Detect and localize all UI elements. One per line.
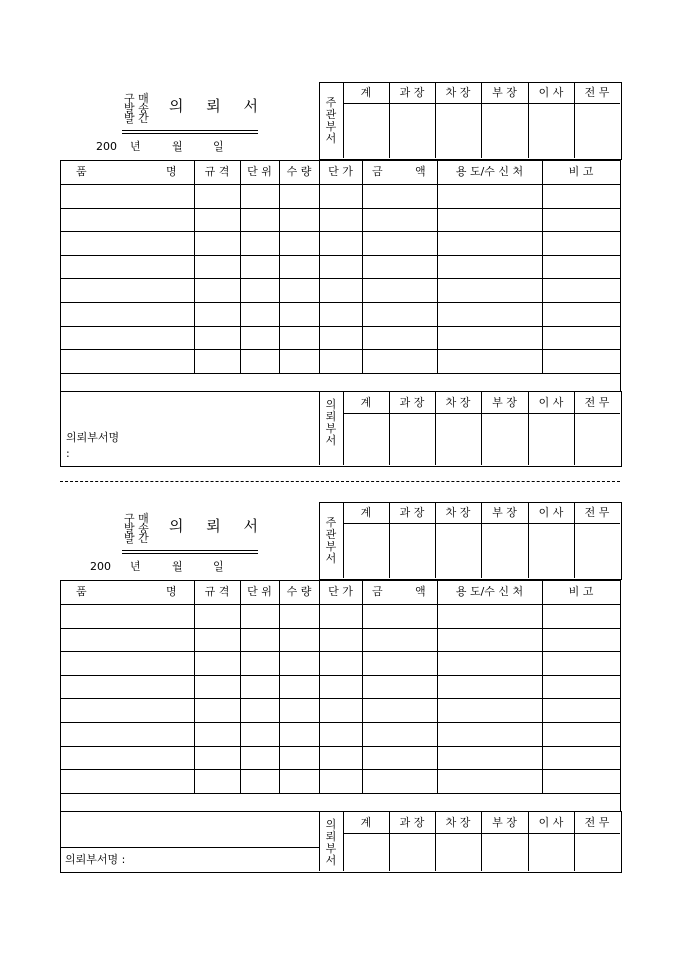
date-day: 일 (213, 140, 224, 153)
top-dept-label-char: 주 (325, 516, 337, 529)
table-col-divider (279, 580, 280, 793)
top-approval-col-1: 과 장 (399, 86, 425, 99)
cut-line (60, 481, 620, 482)
date-month: 월 (172, 140, 183, 153)
top-dept-label-char: 관 (325, 528, 337, 541)
bottom-approval-col-4: 이 사 (538, 395, 564, 409)
table-left-edge (60, 160, 61, 373)
header-unit: 단 위 (247, 165, 272, 178)
header-unit: 단 위 (247, 585, 272, 598)
table-row (60, 793, 620, 794)
top-dept-label-char: 부 (325, 540, 337, 553)
date-year: 년 (130, 560, 141, 573)
top-dept-label-char: 서 (325, 552, 337, 565)
table-row (60, 302, 620, 303)
title-underline (122, 550, 258, 554)
date-year-prefix: 200 (90, 560, 111, 573)
table-top-line (60, 160, 620, 161)
bottom-dept-label-char: 부 (325, 421, 337, 435)
title-option-1: 발 송 (124, 522, 149, 535)
header-bottom-line (60, 184, 620, 185)
bottom-dept-label-char: 뢰 (325, 409, 337, 423)
bottom-approval-col-5: 전 무 (584, 815, 610, 829)
top-approval-col-4: 이 사 (538, 86, 564, 99)
top-approval-col-3: 부 장 (492, 506, 517, 519)
top-approval-col-3: 부 장 (492, 86, 517, 99)
header-item-name-1: 품 (76, 165, 87, 178)
title-option-0: 구 매 (124, 92, 149, 105)
table-row (60, 208, 620, 209)
bottom-approval-col-4: 이 사 (538, 815, 564, 829)
header-remarks: 비 고 (568, 585, 594, 598)
table-col-divider (319, 580, 320, 793)
requester-line (60, 847, 319, 848)
requester-label: 의뢰부서명 : (65, 852, 126, 866)
table-row (60, 278, 620, 279)
gap-right-edge (620, 373, 621, 391)
table-row (60, 698, 620, 699)
title-option-2: 발 간 (124, 112, 149, 125)
table-row (60, 746, 620, 747)
bottom-approval-col-2: 차 장 (445, 815, 471, 829)
header-qty: 수 량 (286, 165, 312, 178)
header-bottom-line (60, 604, 620, 605)
date-month: 월 (172, 560, 183, 573)
header-amount-2: 액 (415, 165, 426, 178)
date-year-prefix: 200 (96, 140, 117, 153)
table-col-divider (279, 160, 280, 373)
table-row (60, 628, 620, 629)
header-spec: 규 격 (204, 585, 230, 598)
bottom-dept-divider (319, 811, 320, 871)
date-year: 년 (130, 140, 141, 153)
top-dept-label-char: 서 (325, 132, 337, 145)
form-title: 의 뢰 서 (169, 517, 268, 535)
table-col-divider (542, 580, 543, 793)
table-row (60, 255, 620, 256)
table-row (60, 349, 620, 350)
table-row (60, 231, 620, 232)
header-item-name-1: 품 (76, 585, 87, 598)
bottom-dept-label-char: 의 (325, 397, 337, 411)
title-option-0: 구 매 (124, 512, 149, 525)
table-row (60, 651, 620, 652)
bottom-approval-col-1: 과 장 (399, 815, 425, 829)
bottom-dept-label-char: 부 (325, 841, 337, 855)
bottom-dept-label-char: 서 (325, 853, 337, 867)
date-day: 일 (213, 560, 224, 573)
table-top-line (60, 580, 620, 581)
header-spec: 규 격 (204, 165, 230, 178)
bottom-approval-col-0: 계 (360, 815, 372, 829)
top-approval-col-2: 차 장 (445, 86, 471, 99)
header-amount-1: 금 (372, 165, 383, 178)
gap-left-edge (60, 793, 61, 811)
requester-label: 의뢰부서명 (66, 430, 120, 444)
table-col-divider (240, 160, 241, 373)
top-approval-col-5: 전 무 (584, 86, 610, 99)
header-amount-1: 금 (372, 585, 383, 598)
table-row (60, 373, 620, 374)
bottom-approval-col-0: 계 (360, 395, 372, 409)
bottom-approval-col-1: 과 장 (399, 395, 425, 409)
title-underline (122, 130, 258, 134)
table-right-edge (620, 580, 621, 793)
bottom-approval-col-2: 차 장 (445, 395, 471, 409)
table-row (60, 675, 620, 676)
title-option-1: 발 송 (124, 102, 149, 115)
bottom-approval-col-3: 부 장 (492, 395, 517, 409)
bottom-dept-divider (319, 391, 320, 465)
table-row (60, 769, 620, 770)
header-item-name-2: 명 (166, 165, 177, 178)
table-col-divider (194, 580, 195, 793)
gap-left-edge (60, 373, 61, 391)
header-unit-price: 단 가 (328, 165, 353, 178)
top-approval-col-5: 전 무 (584, 506, 610, 519)
table-col-divider (362, 580, 363, 793)
header-usage: 용 도/수 신 처 (455, 165, 524, 178)
top-dept-label-char: 부 (325, 120, 337, 133)
bottom-approval-col-5: 전 무 (584, 395, 610, 409)
table-col-divider (194, 160, 195, 373)
title-option-2: 발 간 (124, 532, 149, 545)
table-row (60, 722, 620, 723)
form-title: 의 뢰 서 (169, 97, 268, 115)
gap-right-edge (620, 793, 621, 811)
header-amount-2: 액 (415, 585, 426, 598)
table-right-edge (620, 160, 621, 373)
table-left-edge (60, 580, 61, 793)
bottom-dept-label-char: 의 (325, 817, 337, 831)
bottom-approval-col-3: 부 장 (492, 815, 517, 829)
table-col-divider (240, 580, 241, 793)
requester-colon: : (66, 446, 70, 460)
table-col-divider (542, 160, 543, 373)
top-approval-col-2: 차 장 (445, 506, 471, 519)
top-dept-label-char: 관 (325, 108, 337, 121)
bottom-dept-label-char: 서 (325, 433, 337, 447)
top-approval-col-1: 과 장 (399, 506, 425, 519)
top-approval-col-0: 계 (360, 86, 372, 99)
table-col-divider (437, 580, 438, 793)
bottom-dept-label-char: 뢰 (325, 829, 337, 843)
top-approval-col-0: 계 (360, 506, 372, 519)
table-row (60, 326, 620, 327)
top-dept-label-char: 주 (325, 96, 337, 109)
table-col-divider (362, 160, 363, 373)
header-unit-price: 단 가 (328, 585, 353, 598)
header-usage: 용 도/수 신 처 (455, 585, 524, 598)
table-col-divider (437, 160, 438, 373)
header-item-name-2: 명 (166, 585, 177, 598)
table-col-divider (319, 160, 320, 373)
top-approval-col-4: 이 사 (538, 506, 564, 519)
header-remarks: 비 고 (568, 165, 594, 178)
header-qty: 수 량 (286, 585, 312, 598)
